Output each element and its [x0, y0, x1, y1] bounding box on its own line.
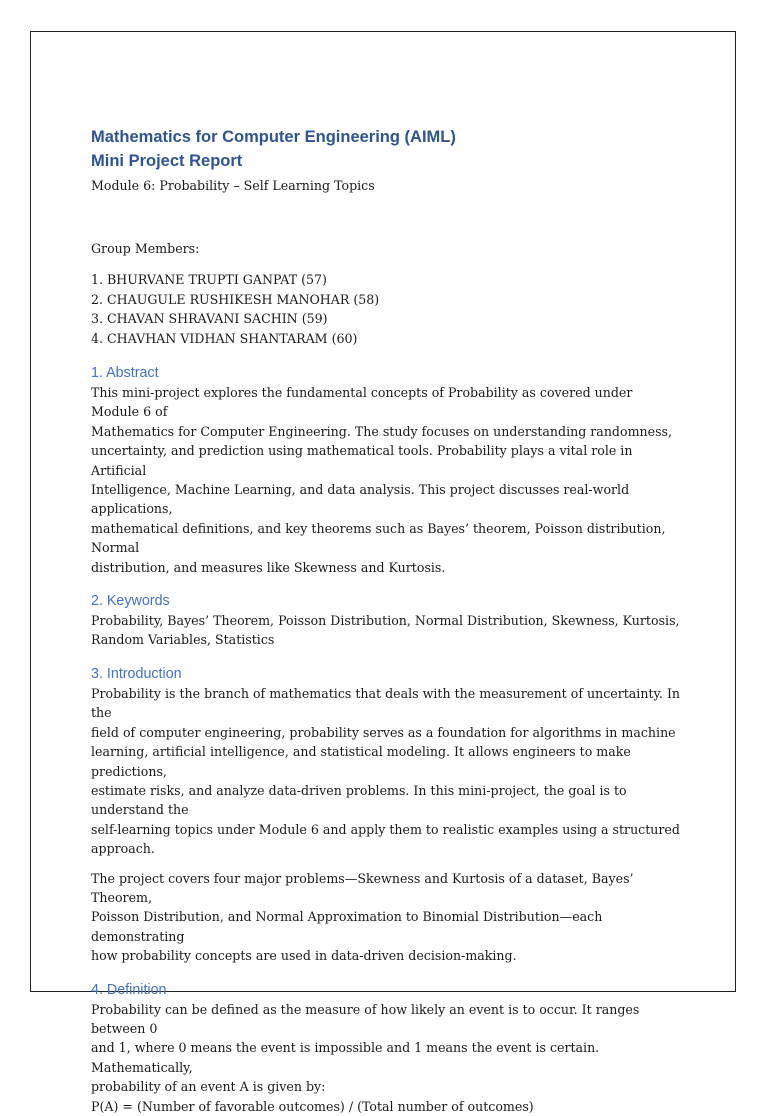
section-heading-definition: 4. Definition [91, 981, 167, 998]
text-line: Probability, Bayes’ Theorem, Poisson Distribution, Normal Distribution, Skewness, Kurtosis, [91, 613, 680, 629]
text-line: Random Variables, Statistics [91, 632, 275, 648]
section-heading-introduction: 3. Introduction [91, 665, 182, 682]
text-line: Poisson Distribution, and Normal Approximation to Binomial Distribution—each demonstrating [91, 909, 603, 944]
text-line: estimate risks, and analyze data-driven problems. In this mini-project, the goal is to understand the [91, 782, 627, 818]
document-subtitle: Module 6: Probability – Self Learning Topics [91, 178, 375, 193]
text-line: self-learning topics under Module 6 and apply them to realistic examples using a structured [91, 821, 680, 837]
document-title-line1: Mathematics for Computer Engineering (AIML) [91, 128, 456, 146]
text-line: Probability is the branch of mathematics that deals with the measurement of uncertainty. In the [91, 685, 681, 721]
text-line: mathematical definitions, and key theorems such as Bayes’ theorem, Poisson distribution, Normal [91, 520, 666, 556]
section-abstract [91, 363, 681, 577]
definition-paragraph [91, 1000, 681, 1116]
text-line: uncertainty, and prediction using mathematical tools. Probability plays a vital role in Artificial [91, 443, 633, 478]
section-definition [91, 980, 681, 1116]
text-line: learning, artificial intelligence, and statistical modeling. It allows engineers to make predictions, [91, 744, 631, 779]
text-line: The project covers four major problems—Skewness and Kurtosis of a dataset, Bayes’ Theorem, [91, 870, 634, 905]
text-line: probability of an event A is given by: [91, 1079, 326, 1095]
text-line: and 1, where 0 means the event is impossible and 1 means the event is certain. Mathematically, [91, 1040, 600, 1075]
section-heading-keywords: 2. Keywords [91, 593, 170, 610]
text-line: approach. [91, 841, 155, 857]
introduction-paragraph-2 [91, 869, 681, 966]
group-member-item: 3. CHAVAN SHRAVANI SACHIN (59) [91, 311, 328, 326]
keywords-paragraph [91, 611, 681, 650]
text-line: how probability concepts are used in data-driven decision-making. [91, 948, 517, 964]
introduction-paragraph-1 [91, 684, 681, 859]
group-members-label: Group Members: [91, 241, 200, 256]
text-line: Intelligence, Machine Learning, and data analysis. This project discusses real-world applications, [91, 482, 630, 517]
text-line: Mathematics for Computer Engineering. The study focuses on understanding randomness, [91, 423, 673, 439]
section-introduction [91, 664, 681, 966]
document-page [30, 31, 736, 1114]
section-heading-abstract: 1. Abstract [91, 365, 159, 381]
group-member-item: 1. BHURVANE TRUPTI GANPAT (57) [91, 272, 327, 287]
text-line: field of computer engineering, probability serves as a foundation for algorithms in machine [91, 724, 676, 740]
text-line: Probability can be defined as the measure of how likely an event is to occur. It ranges between 0 [91, 1001, 640, 1036]
document-content [91, 125, 681, 1116]
text-line: distribution, and measures like Skewness and Kurtosis. [91, 559, 446, 575]
text-line: This mini-project explores the fundamental concepts of Probability as covered under Module 6 of [91, 385, 633, 420]
section-keywords [91, 591, 681, 650]
group-members-list [91, 270, 681, 348]
group-member-item: 4. CHAVHAN VIDHAN SHANTARAM (60) [91, 330, 358, 346]
abstract-paragraph [91, 383, 681, 577]
probability-formula: P(A) = (Number of favorable outcomes) / (Total number of outcomes) [91, 1098, 534, 1114]
group-member-item: 2. CHAUGULE RUSHIKESH MANOHAR (58) [91, 291, 380, 307]
document-title-line2: Mini Project Report [91, 152, 243, 170]
